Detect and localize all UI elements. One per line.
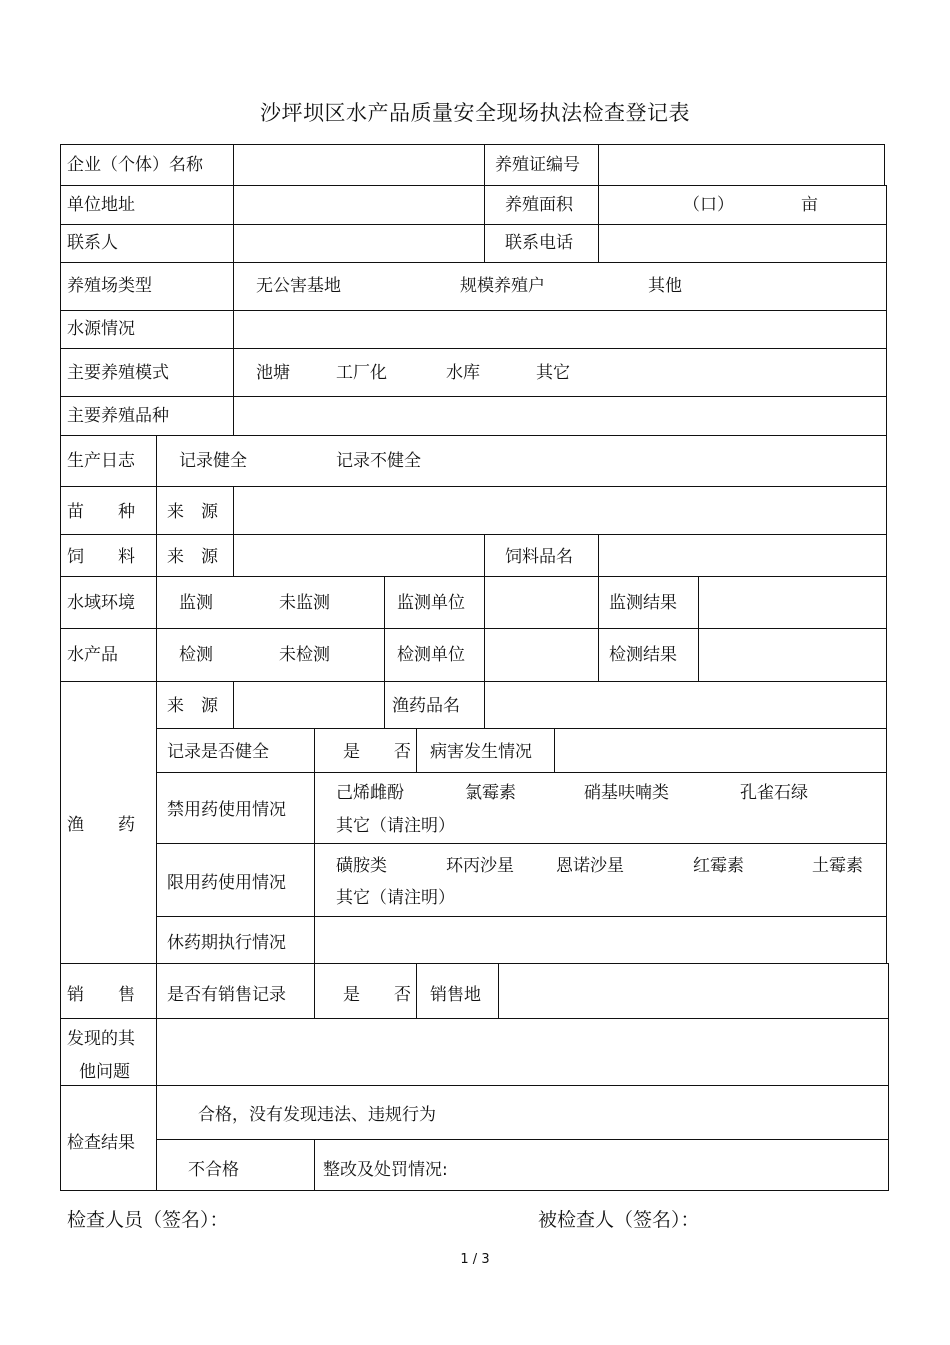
label-species: 主要养殖品种 <box>67 406 169 426</box>
label-monitor-unit: 监测单位 <box>397 593 465 613</box>
option-banned: 氯霉素 <box>465 783 516 803</box>
row-divider <box>60 1085 889 1086</box>
option-banned: 硝基呋喃类 <box>584 783 669 803</box>
option-mode: 水库 <box>446 363 480 383</box>
option-unqualified: 不合格 <box>188 1160 239 1180</box>
label-seed: 苗 种 <box>67 502 135 522</box>
option-mode: 工厂化 <box>336 363 387 383</box>
col-divider <box>598 144 599 262</box>
label-test-result: 检测结果 <box>609 645 677 665</box>
col-divider <box>416 728 417 772</box>
option-limited: 土霉素 <box>812 856 863 876</box>
label-other-issues: 他问题 <box>79 1062 130 1082</box>
page-number: 1 / 3 <box>460 1252 490 1267</box>
col-divider <box>314 728 315 1018</box>
label-monitor-result: 监测结果 <box>609 593 677 613</box>
col-divider <box>598 534 599 681</box>
form-title: 沙坪坝区水产品质量安全现场执法检查登记表 <box>260 101 690 125</box>
row-divider <box>60 681 887 682</box>
option-farm-type: 无公害基地 <box>256 276 341 296</box>
label-water-env: 水域环境 <box>67 593 135 613</box>
option-log: 记录不健全 <box>336 451 421 471</box>
label-log: 生产日志 <box>67 451 135 471</box>
option-yes-no: 是 否 <box>343 742 411 762</box>
col-divider <box>233 144 234 436</box>
col-divider <box>554 728 555 772</box>
label-test-unit: 检测单位 <box>397 645 465 665</box>
table-border-bottom <box>60 1190 889 1191</box>
option-limited: 红霉素 <box>693 856 744 876</box>
label-address: 单位地址 <box>67 195 135 215</box>
row-divider <box>60 963 889 964</box>
option-banned: 己烯雌酚 <box>336 783 404 803</box>
row-divider <box>156 728 887 729</box>
label-mode: 主要养殖模式 <box>67 363 169 383</box>
label-phone: 联系电话 <box>505 233 573 253</box>
label-seed-source: 来 源 <box>167 502 218 522</box>
option-sales-yes-no: 是 否 <box>343 985 411 1005</box>
row-divider <box>156 843 887 844</box>
label-product: 水产品 <box>67 645 118 665</box>
option-monitor: 监测 <box>179 593 213 613</box>
area-unit-open: （口） <box>683 195 734 215</box>
row-divider <box>156 1139 889 1140</box>
label-license-no: 养殖证编号 <box>495 155 580 175</box>
row-divider <box>156 916 887 917</box>
label-other-issues: 发现的其 <box>67 1029 135 1049</box>
label-disease: 病害发生情况 <box>430 742 532 762</box>
label-sales-place: 销售地 <box>430 985 481 1005</box>
label-result: 检查结果 <box>67 1133 135 1153</box>
label-limited: 限用药使用情况 <box>167 873 286 893</box>
inspected-signature-label: 被检查人（签名）： <box>538 1209 700 1231</box>
col-divider <box>233 681 234 728</box>
col-divider <box>384 576 385 728</box>
option-farm-type: 其他 <box>648 276 682 296</box>
option-limited: 环丙沙星 <box>446 856 514 876</box>
label-banned: 禁用药使用情况 <box>167 800 286 820</box>
table-border-left <box>60 144 61 1190</box>
label-sales-record: 是否有销售记录 <box>167 985 286 1005</box>
row-divider <box>60 576 887 577</box>
label-rectify: 整改及处罚情况: <box>323 1160 448 1180</box>
row-divider <box>60 185 887 186</box>
row-divider <box>60 486 887 487</box>
label-enterprise-name: 企业（个体）名称 <box>67 155 203 175</box>
label-drug-source: 来 源 <box>167 696 218 716</box>
label-feed-name: 饲料品名 <box>505 547 573 567</box>
label-feed-source: 来 源 <box>167 547 218 567</box>
row-divider <box>60 310 887 311</box>
label-water-source: 水源情况 <box>67 319 135 339</box>
row-divider <box>60 1018 889 1019</box>
option-limited-other: 其它（请注明） <box>336 888 455 908</box>
row-divider <box>156 772 887 773</box>
label-area: 养殖面积 <box>505 195 573 215</box>
row-divider <box>60 435 887 436</box>
label-drug-name: 渔药品名 <box>392 696 460 716</box>
col-divider <box>484 534 485 576</box>
row-divider <box>60 348 887 349</box>
row-divider <box>60 396 887 397</box>
option-test: 检测 <box>179 645 213 665</box>
col-divider <box>156 435 157 1190</box>
col-divider <box>498 963 499 1018</box>
row-divider <box>60 628 887 629</box>
table-border-right <box>886 185 887 963</box>
label-feed: 饲 料 <box>67 547 135 567</box>
table-border-right <box>888 963 889 1190</box>
table-border-right <box>884 144 885 185</box>
option-banned: 孔雀石绿 <box>740 783 808 803</box>
table-border-top <box>60 144 885 145</box>
option-limited: 磺胺类 <box>336 856 387 876</box>
row-divider <box>60 262 887 263</box>
row-divider <box>60 224 887 225</box>
option-banned-other: 其它（请注明） <box>336 816 455 836</box>
col-divider <box>233 486 234 576</box>
col-divider <box>484 144 485 262</box>
inspector-signature-label: 检查人员（签名）： <box>67 1209 229 1231</box>
option-mode: 其它 <box>536 363 570 383</box>
col-divider <box>484 576 485 728</box>
label-contact: 联系人 <box>67 233 118 253</box>
option-farm-type: 规模养殖户 <box>460 276 545 296</box>
col-divider <box>314 1139 315 1190</box>
label-withdrawal: 休药期执行情况 <box>167 933 286 953</box>
col-divider <box>416 963 417 1018</box>
option-mode: 池塘 <box>256 363 290 383</box>
area-unit: 亩 <box>801 195 818 215</box>
option-log: 记录健全 <box>179 451 247 471</box>
label-sales: 销 售 <box>67 985 135 1005</box>
col-divider <box>698 576 699 681</box>
option-limited: 恩诺沙星 <box>556 856 624 876</box>
option-not-test: 未检测 <box>279 645 330 665</box>
label-drug: 渔 药 <box>67 815 135 835</box>
label-farm-type: 养殖场类型 <box>67 276 152 296</box>
label-record-ok: 记录是否健全 <box>167 742 269 762</box>
row-divider <box>60 534 887 535</box>
option-qualified: 合格，没有发现违法、违规行为 <box>198 1105 436 1125</box>
option-not-monitor: 未监测 <box>279 593 330 613</box>
